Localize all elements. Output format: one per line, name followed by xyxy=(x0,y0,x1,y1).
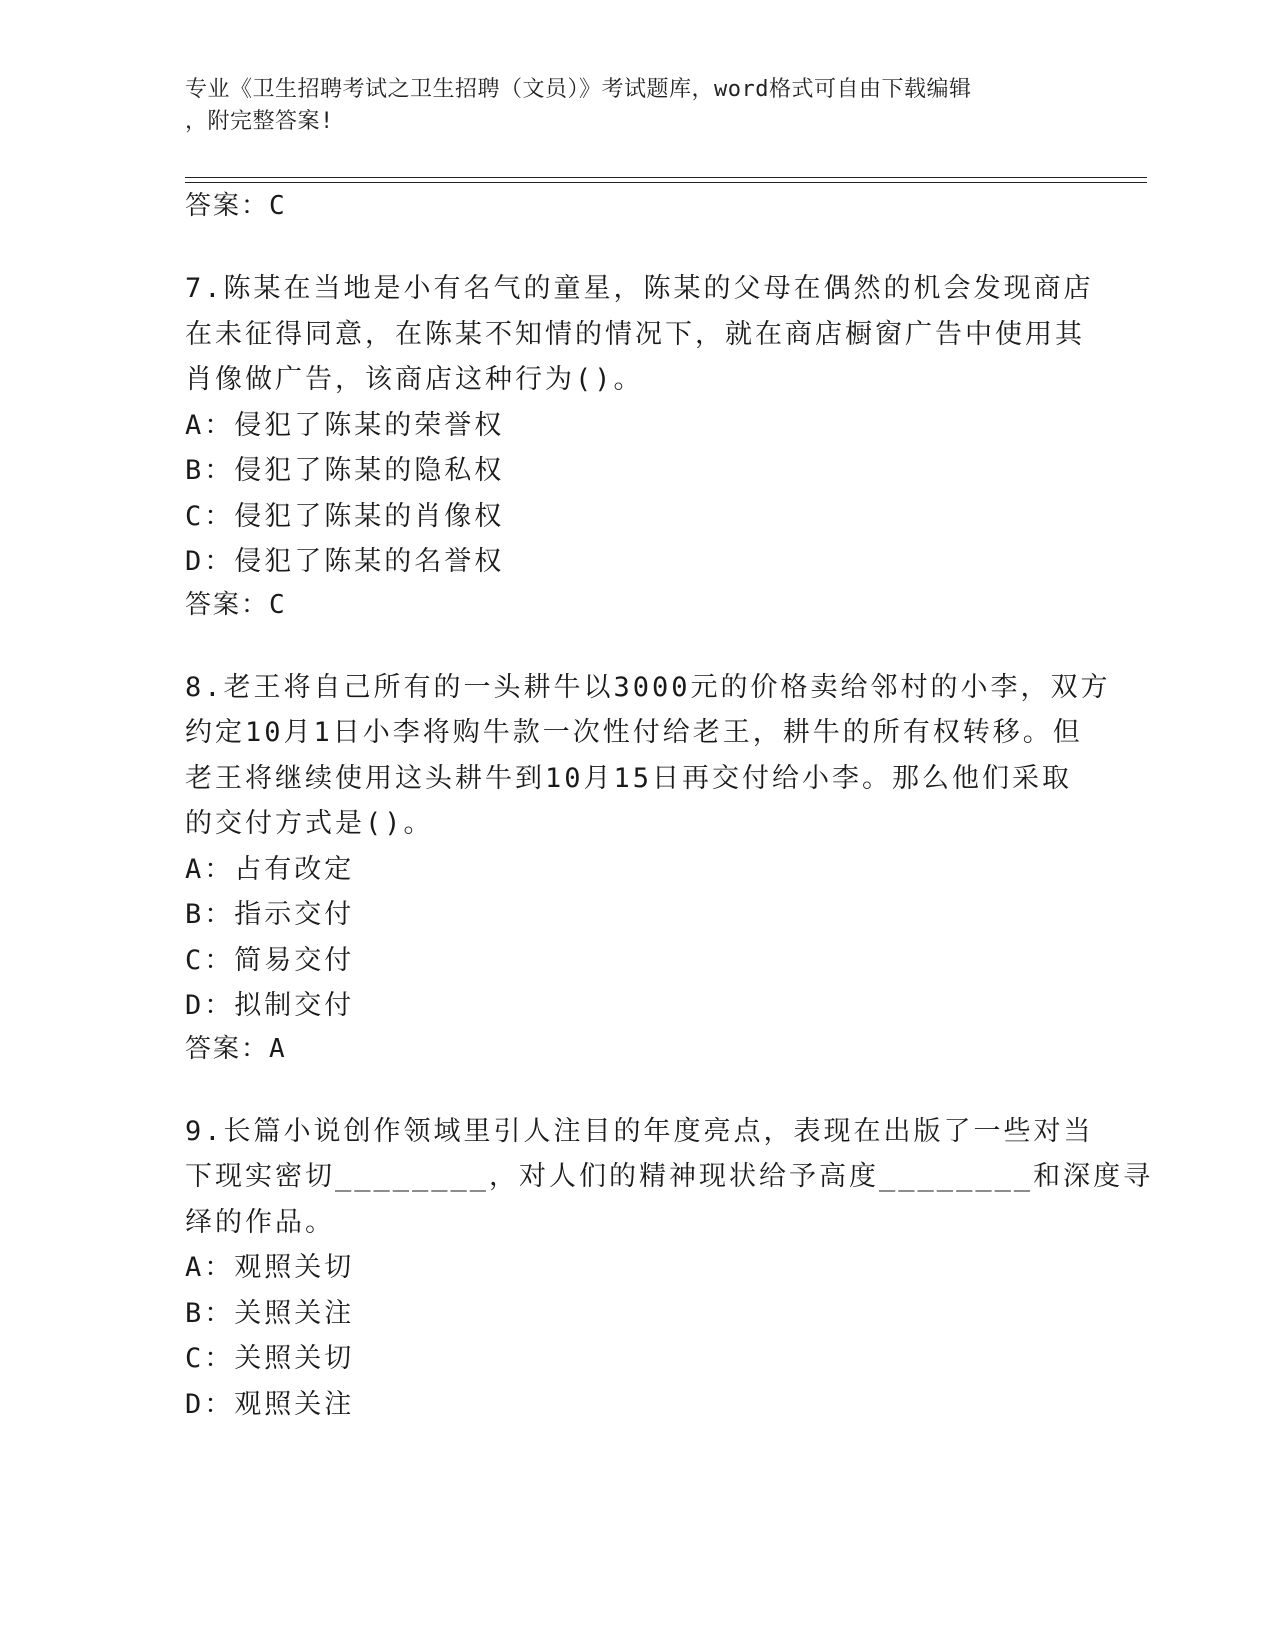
answer-value: A xyxy=(269,1033,287,1064)
answer-prefix: 答案： xyxy=(185,1033,270,1064)
question-text-line: 8.老王将自己所有的一头耕牛以3000元的价格卖给邻村的小李，双方 xyxy=(185,671,1111,703)
question-7 xyxy=(185,266,1094,625)
option-c: C：侵犯了陈某的肖像权 xyxy=(185,500,505,532)
header-line-2: ，附完整答案! xyxy=(185,109,334,134)
option-c: C：关照关切 xyxy=(185,1343,355,1374)
option-d: D：侵犯了陈某的名誉权 xyxy=(185,546,505,577)
option-b: B：关照关注 xyxy=(185,1297,355,1329)
header-divider xyxy=(185,177,1147,178)
question-list xyxy=(185,186,1154,1427)
question-text-line: 肖像做广告，该商店这种行为()。 xyxy=(185,364,644,395)
option-d: D：观照关注 xyxy=(185,1388,355,1420)
question-text-line: 约定10月1日小李将购牛款一次性付给老王，耕牛的所有权转移。但 xyxy=(185,717,1083,748)
question-text-line: 的交付方式是()。 xyxy=(185,808,434,839)
answer-line xyxy=(185,186,1085,226)
option-c: C：简易交付 xyxy=(185,944,355,976)
document-header xyxy=(185,74,1065,138)
answer-value: C xyxy=(269,191,287,221)
question-8 xyxy=(185,665,1111,1069)
option-a: A：观照关切 xyxy=(185,1252,355,1283)
question-text-line: 绎的作品。 xyxy=(185,1206,335,1238)
question-text-line: 9.长篇小说创作领域里引人注目的年度亮点，表现在出版了一些对当 xyxy=(185,1115,1094,1147)
question-text-line: 下现实密切________，对人们的精神现状给予高度________和深度寻 xyxy=(185,1161,1154,1192)
answer-value: C xyxy=(269,589,287,620)
answer-line xyxy=(185,585,1085,625)
question-text-line: 7.陈某在当地是小有名气的童星，陈某的父母在偶然的机会发现商店 xyxy=(185,273,1094,304)
header-divider-second xyxy=(185,182,1147,183)
option-d: D：拟制交付 xyxy=(185,990,355,1021)
option-a: A：占有改定 xyxy=(185,853,355,885)
question-9 xyxy=(185,1109,1154,1428)
answer-prefix: 答案： xyxy=(185,191,270,221)
option-b: B：侵犯了陈某的隐私权 xyxy=(185,455,505,486)
question-text-line: 在未征得同意，在陈某不知情的情况下，就在商店橱窗广告中使用其 xyxy=(185,318,1085,350)
header-line-1: 专业《卫生招聘考试之卫生招聘（文员）》考试题库，word格式可自由下载编辑 xyxy=(185,77,972,102)
option-b: B：指示交付 xyxy=(185,899,355,930)
option-a: A：侵犯了陈某的荣誉权 xyxy=(185,409,505,441)
answer-prefix: 答案： xyxy=(185,589,270,620)
answer-line xyxy=(185,1029,1085,1069)
question-text-line: 老王将继续使用这头耕牛到10月15日再交付给小李。那么他们采取 xyxy=(185,762,1073,794)
